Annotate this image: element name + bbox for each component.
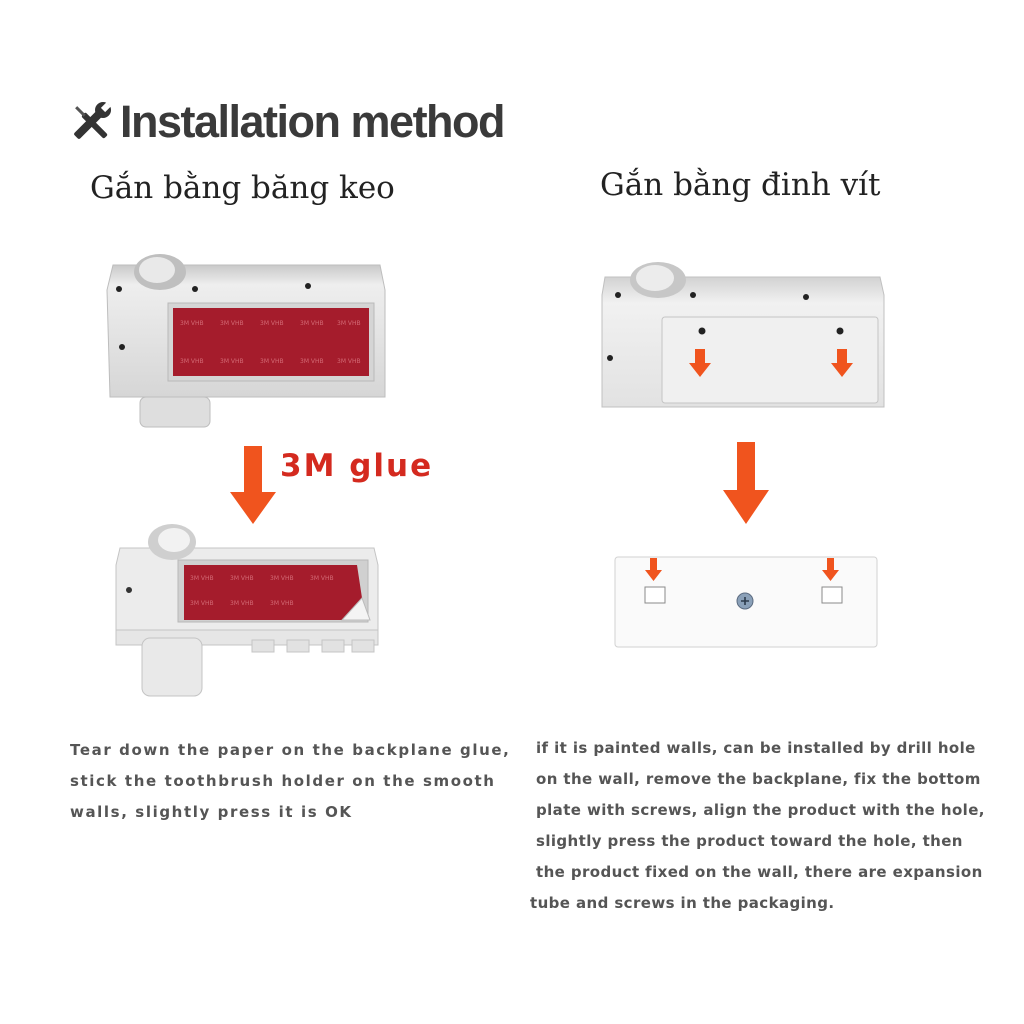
svg-text:3M VHB: 3M VHB xyxy=(270,575,294,582)
down-arrow-icon xyxy=(723,442,769,526)
device-back-screw-holes xyxy=(600,255,890,415)
instruction-line: the product fixed on the wall, there are expansion xyxy=(536,863,983,881)
instruction-line: Tear down the paper on the backplane glue, xyxy=(70,741,511,759)
instruction-line: stick the toothbrush holder on the smooth xyxy=(70,772,496,790)
device-peeling-tape xyxy=(112,520,402,700)
svg-text:3M VHB: 3M VHB xyxy=(220,358,244,365)
adhesive-heading: Gắn bằng băng keo xyxy=(90,170,395,206)
instruction-line: tube and screws in the packaging. xyxy=(530,894,835,912)
tools-icon xyxy=(66,97,116,147)
svg-text:3M VHB: 3M VHB xyxy=(337,320,361,327)
instruction-line: if it is painted walls, can be installed by drill hole xyxy=(536,739,976,757)
wall-mounting-plate xyxy=(612,552,882,652)
instruction-line: slightly press the product toward the hole, then xyxy=(536,832,963,850)
screw-heading: Gắn bằng đinh vít xyxy=(600,167,881,203)
svg-text:3M VHB: 3M VHB xyxy=(180,358,204,365)
glue-label: 3M glue xyxy=(280,448,434,484)
instruction-line: plate with screws, align the product with the hole, xyxy=(536,801,985,819)
adhesive-instructions xyxy=(70,735,510,828)
device-back-with-tape xyxy=(105,245,395,435)
svg-text:3M VHB: 3M VHB xyxy=(180,320,204,327)
page-title xyxy=(66,90,504,154)
svg-text:3M VHB: 3M VHB xyxy=(270,600,294,607)
svg-text:3M VHB: 3M VHB xyxy=(300,358,324,365)
svg-text:3M VHB: 3M VHB xyxy=(260,320,284,327)
instruction-line: on the wall, remove the backplane, fix the bottom xyxy=(536,770,981,788)
svg-text:3M VHB: 3M VHB xyxy=(337,358,361,365)
svg-text:3M VHB: 3M VHB xyxy=(190,600,214,607)
down-arrow-icon xyxy=(228,446,278,526)
svg-text:3M VHB: 3M VHB xyxy=(300,320,324,327)
instruction-line: walls, slightly press it is OK xyxy=(70,803,353,821)
svg-text:3M VHB: 3M VHB xyxy=(260,358,284,365)
svg-text:3M VHB: 3M VHB xyxy=(220,320,244,327)
screw-instructions xyxy=(530,733,985,919)
svg-text:3M VHB: 3M VHB xyxy=(310,575,334,582)
svg-text:3M VHB: 3M VHB xyxy=(230,575,254,582)
svg-text:3M VHB: 3M VHB xyxy=(190,575,214,582)
title-text: Installation method xyxy=(120,96,505,147)
3m-tape xyxy=(173,308,369,376)
svg-text:3M VHB: 3M VHB xyxy=(230,600,254,607)
